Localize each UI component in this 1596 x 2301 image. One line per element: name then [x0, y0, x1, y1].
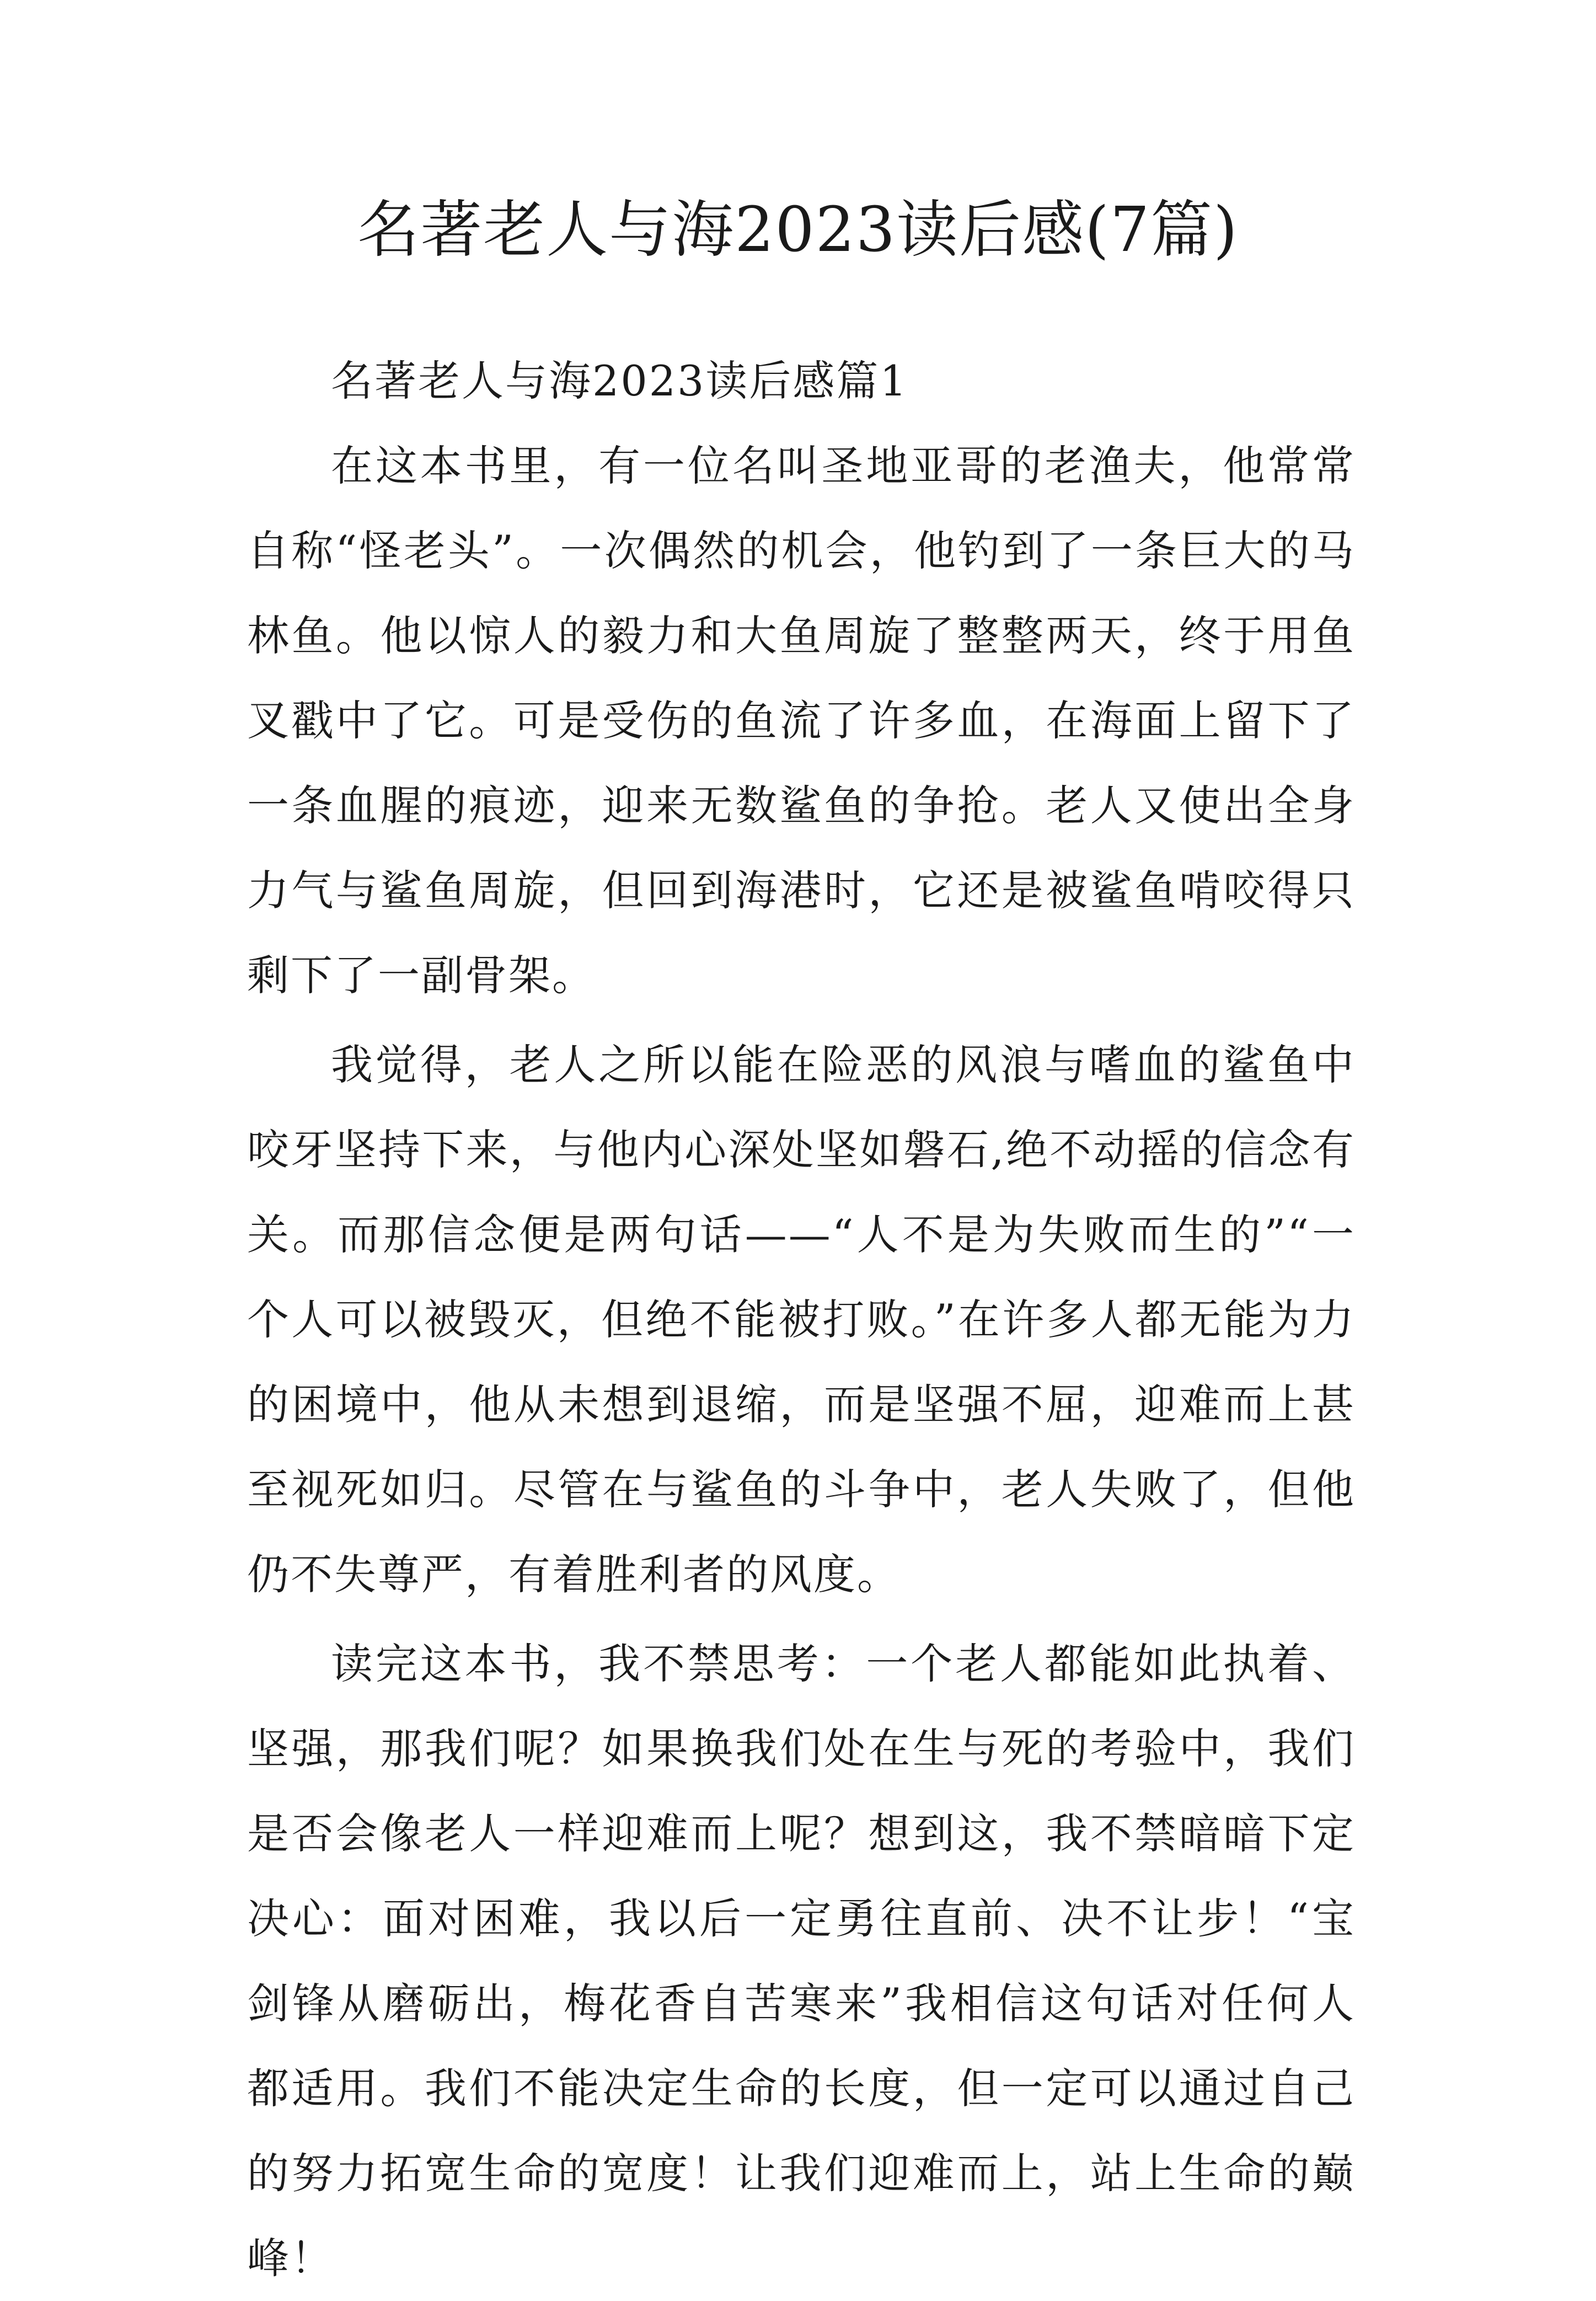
paragraph-3: 读完这本书，我不禁思考：一个老人都能如此执着、坚强，那我们呢？如果换我们处在生与死的考验中，我们是否会像老人一样迎难而上呢？想到这，我不禁暗暗下定决心：面对困难，我以后一定勇往直前、决不让步！“宝剑锋从磨砺出，梅花香自苦寒来”我相信这句话对任何人都适用。我们不能决定生命的长度，但一定可以通过自己的努力拓宽生命的宽度！让我们迎难而上，站上生命的巅峰！	[247, 1639, 1356, 2283]
document-title: 名著老人与海2023读后感(7篇)	[357, 194, 1239, 266]
paragraph-2: 我觉得，老人之所以能在险恶的风浪与嗜血的鲨鱼中咬牙坚持下来，与他内心深处坚如磐石,绝不动摇的信念有关。而那信念便是两句话——“人不是为失败而生的”“一个人可以被毁灭，但绝不能被打败。”在许多人都无能为力的困境中，他从未想到退缩，而是坚强不屈，迎难而上甚至视死如归。尽管在与鲨鱼的斗争中，老人失败了，但他仍不失尊严，有着胜利者的风度。	[247, 1040, 1356, 1599]
document-body	[247, 339, 1356, 2301]
section-heading: 名著老人与海2023读后感篇1	[331, 356, 908, 405]
paragraph-1: 在这本书里，有一位名叫圣地亚哥的老渔夫，他常常自称“怪老头”。一次偶然的机会，他钓到了一条巨大的马林鱼。他以惊人的毅力和大鱼周旋了整整两天，终于用鱼叉戳中了它。可是受伤的鱼流了许多血，在海面上留下了一条血腥的痕迹，迎来无数鲨鱼的争抢。老人又使出全身力气与鲨鱼周旋，但回到海港时，它还是被鲨鱼啃咬得只剩下了一副骨架。	[247, 441, 1356, 1000]
